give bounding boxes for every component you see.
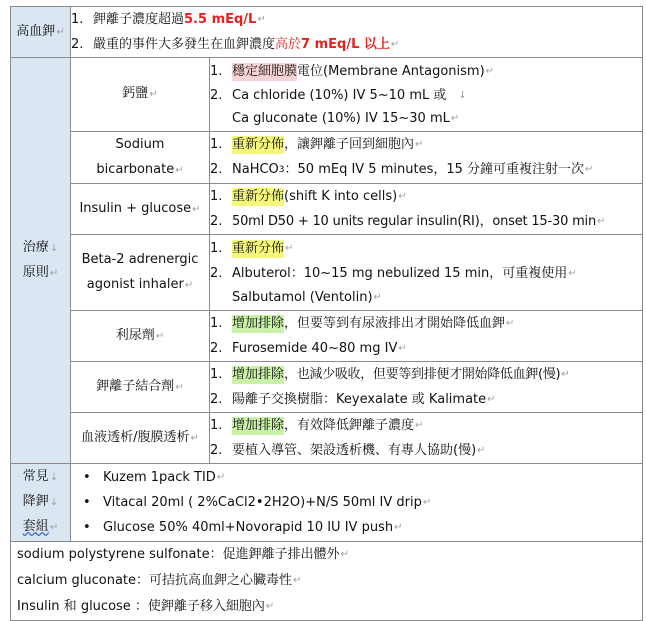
drug-name: agonist inhaler <box>86 277 184 292</box>
para-mark-icon: ↵ <box>56 26 65 38</box>
item-text: (shift K into cells) <box>284 188 398 204</box>
drug-name: Beta-2 adrenergic <box>81 252 199 267</box>
item-number: 1. <box>71 11 84 27</box>
drug-name: Insulin + glucose <box>79 200 192 216</box>
hyperkalemia-label-cell <box>11 7 71 58</box>
drug-name: 利尿劑 <box>115 327 155 343</box>
drug-details <box>210 132 643 184</box>
item-text: Albuterol：10~15 mg nebulized 15 min，可重複使用 <box>232 266 568 281</box>
para-mark-icon: ↵ <box>184 280 194 291</box>
item-text: 電位(Membrane Antagonism) <box>297 64 485 79</box>
drug-name: 鈣鹽 <box>122 86 149 101</box>
drug-cell <box>71 58 210 132</box>
drug-name: 血液透析/腹膜透析 <box>81 429 190 445</box>
highlight-text: 增加排除 <box>232 366 285 382</box>
para-mark-icon: ↵ <box>49 522 59 533</box>
drug-cell <box>71 184 210 235</box>
para-mark-icon: ↵ <box>216 471 226 483</box>
down-arrow-icon: ↓ <box>49 497 59 508</box>
para-mark-icon: ↵ <box>373 291 382 303</box>
common-kit-row <box>11 464 643 542</box>
para-mark-icon: ↵ <box>340 549 349 560</box>
para-mark-icon: ↵ <box>49 267 59 279</box>
para-mark-icon: ↵ <box>257 13 266 25</box>
note-text: Insulin 和 glucose ：使鉀離子移入細胞內 <box>17 599 265 614</box>
treatment-row-beta2 <box>11 235 643 311</box>
treatment-row-binder <box>11 362 643 413</box>
common-label-line3: 套組 <box>22 519 49 534</box>
item-number: 1. <box>210 417 223 433</box>
item-text: 嚴重的事件大多發生在血鉀濃度 <box>93 36 276 52</box>
para-mark-icon: ↵ <box>561 368 570 380</box>
down-arrow-icon: ↓ <box>49 242 59 254</box>
para-mark-icon: ↵ <box>485 66 495 77</box>
hyperkalemia-label: 高血鉀 <box>16 23 56 39</box>
kit-item: Glucose 50% 40ml+Novorapid 10 IU IV push <box>103 519 394 535</box>
item-number: 1. <box>210 366 223 382</box>
item-text: Salbutamol (Ventolin) <box>232 289 373 305</box>
down-arrow-icon: ↓ <box>49 472 59 483</box>
item-text: ，但要等到有尿液排出才開始降低血鉀 <box>284 315 506 331</box>
drug-name: Sodium <box>115 137 165 152</box>
item-number: 1. <box>210 64 223 79</box>
treatment-row-bicarbonate <box>11 132 643 184</box>
para-mark-icon: ↵ <box>149 89 158 100</box>
drug-details <box>210 58 643 132</box>
highlight-text: 重新分佈 <box>232 188 285 204</box>
down-arrow-icon: ↓ <box>458 90 467 101</box>
para-mark-icon: ↵ <box>506 317 515 329</box>
para-mark-icon: ↵ <box>190 432 199 444</box>
item-number: 2. <box>210 213 223 229</box>
subscript: 3 <box>278 165 285 175</box>
item-number: 2. <box>210 266 223 281</box>
highlight-text: 重新分佈 <box>232 137 285 152</box>
treatment-row-diuretic <box>11 311 643 362</box>
treatment-label-line2: 原則 <box>22 264 49 280</box>
kit-item: Kuzem 1pack TID <box>103 469 216 485</box>
item-text: 要植入導管、架設透析機、有專人協助(慢) <box>232 442 477 458</box>
item-text: 50ml D50 + 10 units regular insulin(RI)，onset 15-30 min <box>232 213 596 229</box>
common-kit-label-cell <box>11 464 71 542</box>
para-mark-icon: ↵ <box>487 393 496 405</box>
bullet-icon: • <box>83 469 91 485</box>
item-text: ，讓鉀離子回到細胞內 <box>284 137 415 152</box>
item-number: 2. <box>210 88 223 103</box>
para-mark-icon: ↵ <box>585 164 594 175</box>
emphasis-text: 高於 <box>275 36 302 52</box>
para-mark-icon: ↵ <box>422 496 432 508</box>
treatment-label-cell <box>11 58 71 464</box>
common-label-line1: 常見 <box>22 469 49 484</box>
item-text: Ca chloride (10%) IV 5~10 mL 或 <box>232 88 447 103</box>
hyperkalemia-table <box>10 6 643 621</box>
para-mark-icon: ↵ <box>285 243 294 254</box>
item-text: ：50 mEq IV 5 minutes，15 分鐘可重複注射一次 <box>284 162 585 177</box>
item-text: NaHCO <box>232 162 279 177</box>
item-text: ，有效降低鉀離子濃度 <box>284 417 415 433</box>
item-text: 鉀離子濃度超過 <box>93 11 185 27</box>
hyperkalemia-item-1 <box>71 7 642 32</box>
drug-cell <box>71 235 210 311</box>
para-mark-icon: ↵ <box>415 419 424 431</box>
para-mark-icon: ↵ <box>568 268 577 279</box>
common-label-line2: 降鉀 <box>22 494 49 509</box>
treatment-label-line1: 治療 <box>22 239 49 255</box>
drug-details <box>210 413 643 464</box>
para-mark-icon: ↵ <box>192 203 201 215</box>
treatment-row-dialysis <box>11 413 643 464</box>
threshold-value: 7 mEq/L 以上 <box>301 36 390 52</box>
highlight-text: 穩定細胞膜 <box>232 64 298 79</box>
item-number: 1. <box>210 241 223 256</box>
item-number: 1. <box>210 188 223 204</box>
para-mark-icon: ↵ <box>477 444 486 456</box>
item-text: 陽離子交換樹脂：Keyexalate 或 Kalimate <box>232 391 487 407</box>
note-text: calcium gluconate：可拮抗高血鉀之心臟毒性 <box>17 573 293 588</box>
drug-name: bicarbonate <box>96 162 175 177</box>
bullet-icon: • <box>83 494 91 510</box>
notes-cell <box>11 542 643 621</box>
treatment-row-calcium <box>11 58 643 132</box>
drug-cell <box>71 362 210 413</box>
item-text: ，也減少吸收，但要等到排便才開始降低血鉀(慢) <box>284 366 561 382</box>
para-mark-icon: ↵ <box>415 139 424 150</box>
item-number: 2. <box>210 391 223 407</box>
item-text: Ca gluconate (10%) IV 15~30 mL <box>232 110 450 126</box>
item-number: 1. <box>210 315 223 331</box>
para-mark-icon: ↵ <box>293 575 302 586</box>
drug-details <box>210 362 643 413</box>
item-text: Furosemide 40~80 mg IV <box>232 340 398 356</box>
drug-details <box>210 184 643 235</box>
notes-row <box>11 542 643 621</box>
para-mark-icon: ↵ <box>155 330 165 342</box>
highlight-text: 增加排除 <box>232 315 285 331</box>
para-mark-icon: ↵ <box>394 521 403 533</box>
item-number: 2. <box>210 162 223 177</box>
item-number: 2. <box>71 36 84 52</box>
highlight-text: 重新分佈 <box>232 241 285 256</box>
para-mark-icon: ↵ <box>175 165 184 176</box>
common-kit-list <box>71 464 643 542</box>
item-number: 2. <box>210 340 223 356</box>
hyperkalemia-definition <box>71 7 643 58</box>
para-mark-icon: ↵ <box>450 112 460 124</box>
note-text: sodium polystyrene sulfonate：促進鉀離子排出體外 <box>17 547 340 562</box>
para-mark-icon: ↵ <box>175 381 184 393</box>
item-number: 2. <box>210 442 223 458</box>
para-mark-icon: ↵ <box>265 601 275 612</box>
para-mark-icon: ↵ <box>398 190 407 202</box>
threshold-value: 5.5 mEq/L <box>184 11 257 27</box>
bullet-icon: • <box>83 519 91 535</box>
drug-cell <box>71 413 210 464</box>
para-mark-icon: ↵ <box>398 342 407 354</box>
kit-item: Vitacal 20ml ( 2%CaCl2•2H2O)+N/S 50ml IV drip <box>103 494 422 510</box>
drug-name: 鉀離子結合劑 <box>96 378 175 394</box>
hyperkalemia-item-2 <box>71 32 642 57</box>
item-number: 1. <box>210 137 223 152</box>
drug-cell <box>71 311 210 362</box>
hyperkalemia-row <box>11 7 643 58</box>
drug-details <box>210 235 643 311</box>
highlight-text: 增加排除 <box>232 417 285 433</box>
para-mark-icon: ↵ <box>390 38 400 50</box>
treatment-row-insulin <box>11 184 643 235</box>
drug-details <box>210 311 643 362</box>
drug-cell <box>71 132 210 184</box>
para-mark-icon: ↵ <box>596 215 606 227</box>
